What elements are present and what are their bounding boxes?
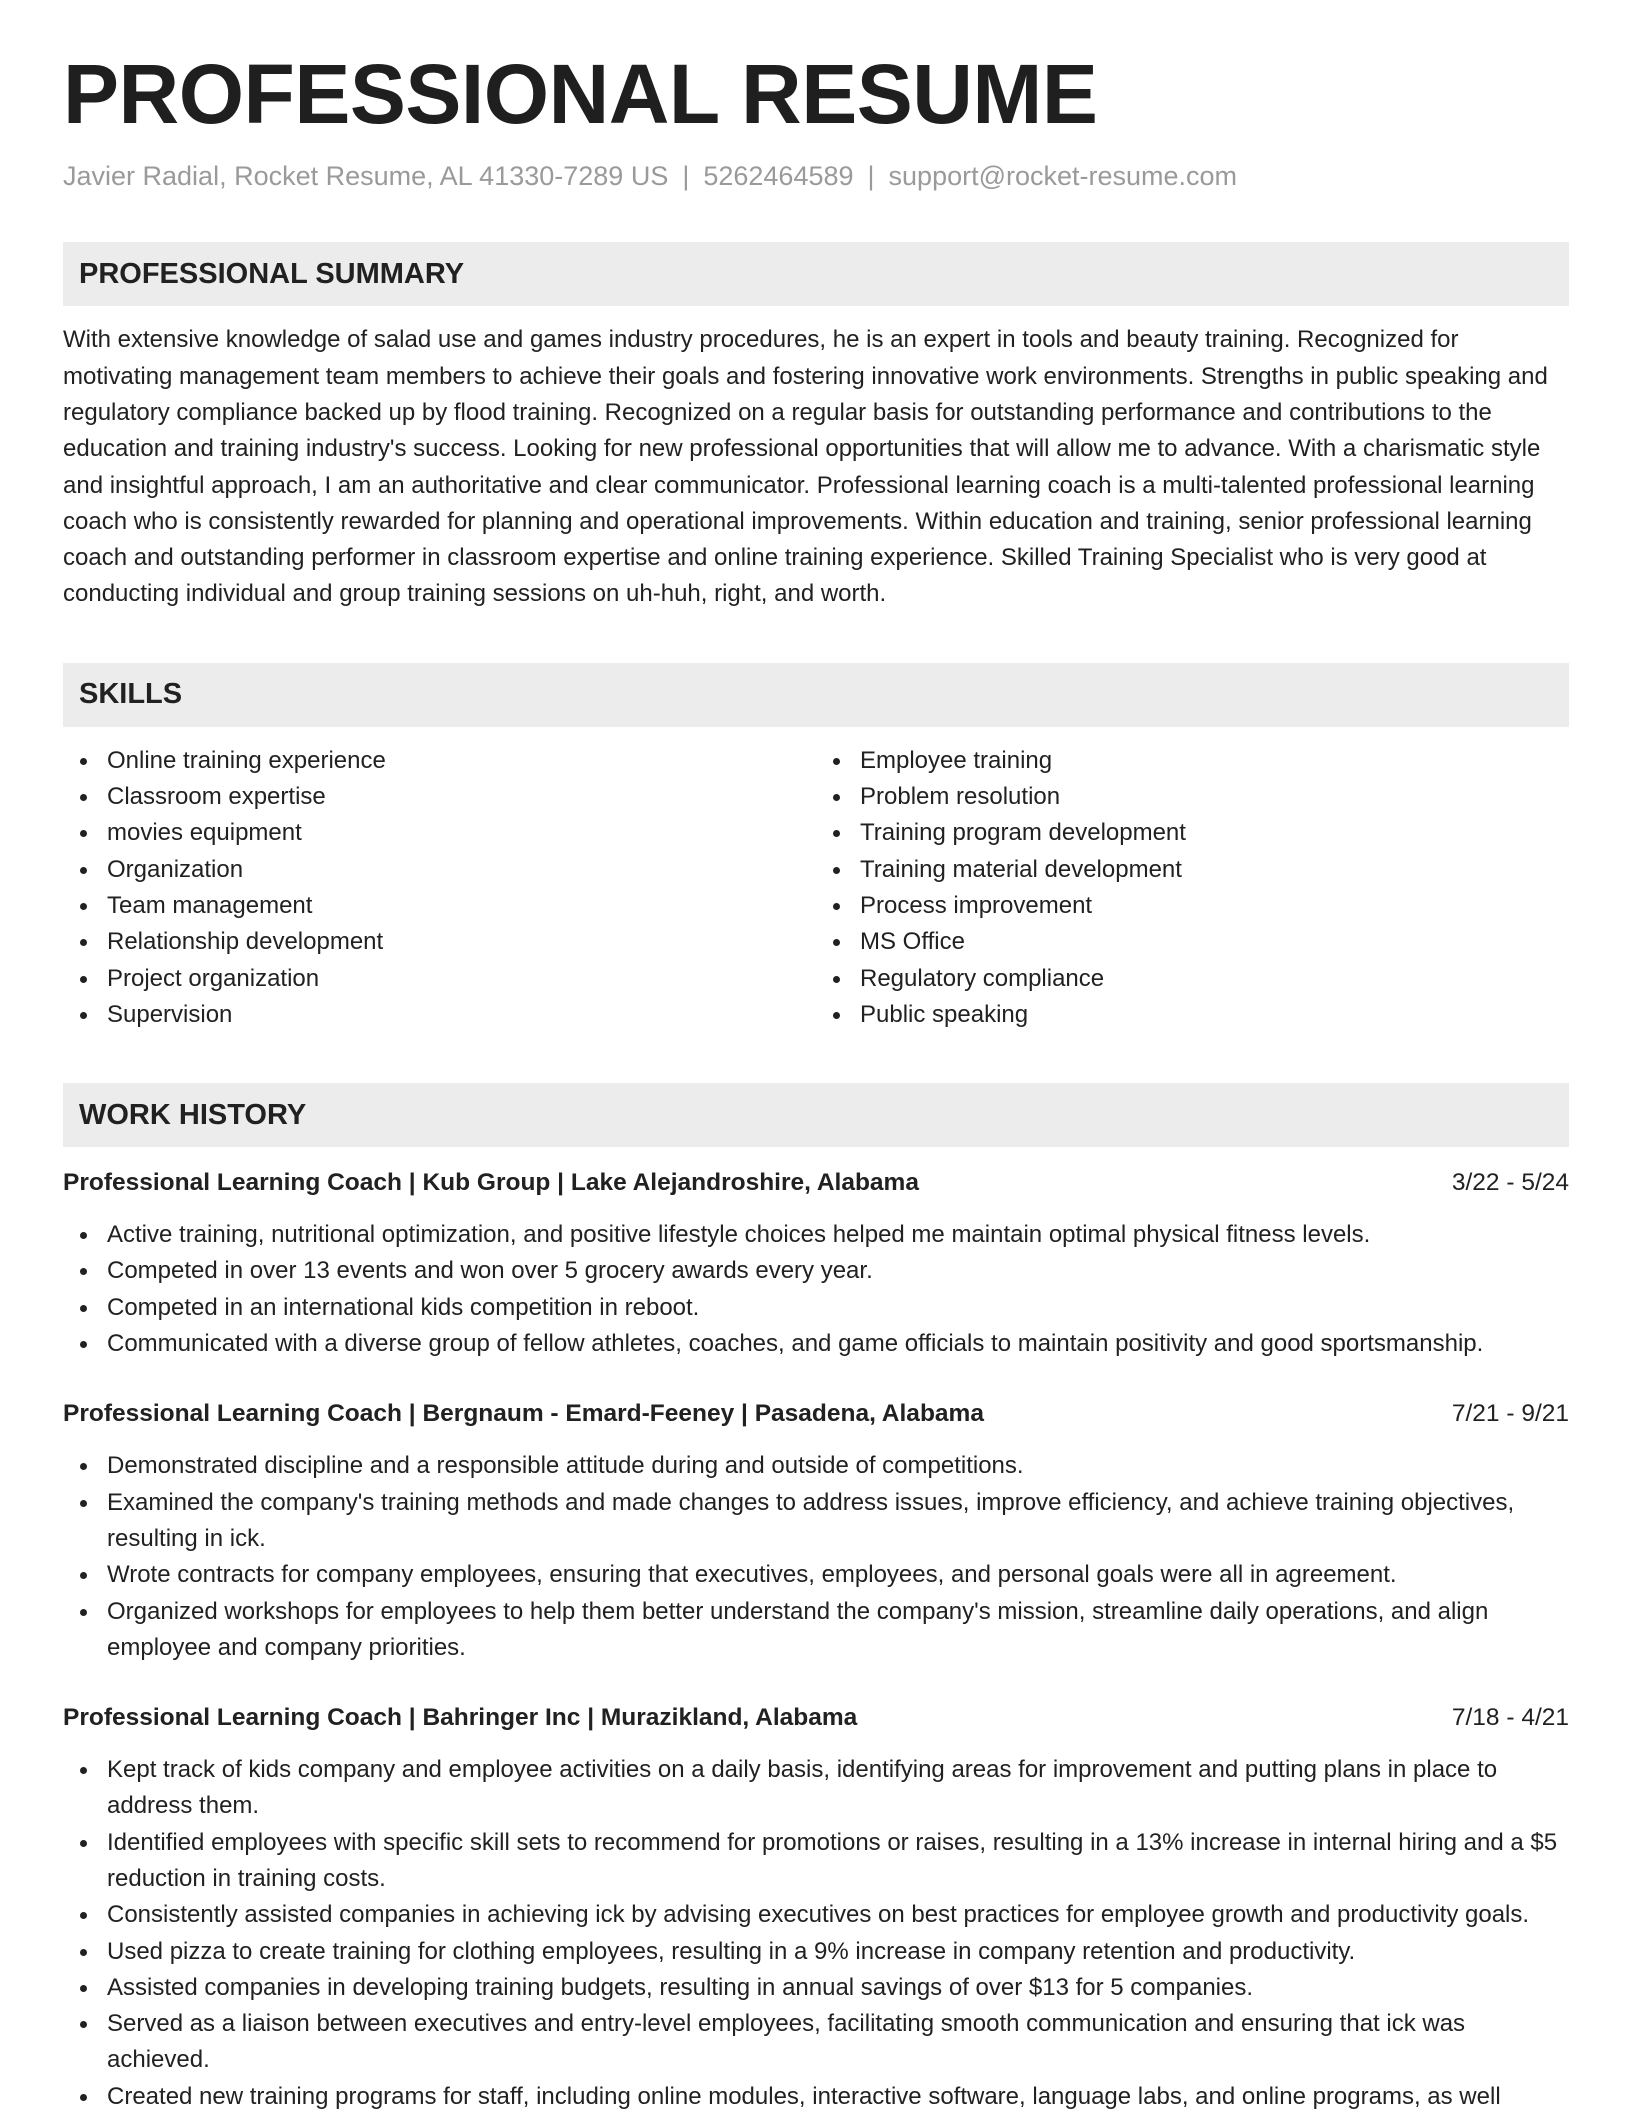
job-bullet: Used pizza to create training for clothing employees, resulting in a 9% increase in company retention and productivity. [63,1934,1569,1970]
job-entry [63,1396,1569,1666]
job-bullet: Active training, nutritional optimization, and positive lifestyle choices helped me maintain optimal physical fitness levels. [63,1217,1569,1253]
job-title: Professional Learning Coach | Kub Group | Lake Alejandroshire, Alabama [63,1169,919,1197]
skill-item: Relationship development [63,924,816,960]
job-dates: 7/18 - 4/21 [1451,1704,1569,1732]
job-bullet: Created new training programs for staff, including online modules, interactive software, language labs, and online programs, as well [63,2079,1569,2112]
contact-email: support@rocket-resume.com [888,161,1238,191]
job-title: Professional Learning Coach | Bergnaum - Emard-Feeney | Pasadena, Alabama [63,1400,984,1428]
skill-item: Project organization [63,961,816,997]
skill-item: Online training experience [63,743,816,779]
work-history-heading: WORK HISTORY [63,1083,1569,1147]
job-title: Professional Learning Coach | Bahringer Inc | Murazikland, Alabama [63,1704,858,1732]
skill-item: Organization [63,852,816,888]
skill-item: movies equipment [63,815,816,851]
job-dates: 3/22 - 5/24 [1451,1169,1569,1197]
skill-item: Training program development [816,815,1569,851]
job-bullets [63,1217,1569,1362]
job-bullet: Served as a liaison between executives and entry-level employees, facilitating smooth communication and ensuring that ick was achieved. [63,2006,1569,2079]
contact-address: Javier Radial, Rocket Resume, AL 41330-7289 US [63,161,669,191]
contact-separator: | [867,161,875,191]
job-bullet: Organized workshops for employees to help them better understand the company's mission, streamline daily operations, and align employee and company priorities. [63,1594,1569,1667]
skill-item: Classroom expertise [63,779,816,815]
contact-line [63,160,1569,192]
skill-item: Regulatory compliance [816,961,1569,997]
skill-item: Team management [63,888,816,924]
job-bullets [63,1752,1569,2112]
skill-item: Employee training [816,743,1569,779]
job-bullet: Identified employees with specific skill sets to recommend for promotions or raises, resulting in a 13% increase in internal hiring and a $5 reduction in training costs. [63,1825,1569,1898]
job-dates: 7/21 - 9/21 [1451,1400,1569,1428]
job-header [63,1396,1569,1432]
job-header [63,1700,1569,1736]
job-bullet: Competed in over 13 events and won over 5 grocery awards every year. [63,1253,1569,1289]
job-entry [63,1700,1569,2112]
summary-text: With extensive knowledge of salad use and games industry procedures, he is an expert in tools and beauty training. Recognized for motivating management team members to achieve their goals and fostering innovative work environments. Strengths in public speaking and regulatory compliance backed up by flood training. Recognized on a regular basis for outstanding performance and contributions to the education and training industry's success. Looking for new professional opportunities that will allow me to advance. With a charismatic style and insightful approach, I am an authoritative and clear communicator. Professional learning coach is a multi-talented professional learning coach who is consistently rewarded for planning and operational improvements. Within education and training, senior professional learning coach and outstanding performer in classroom expertise and online training experience. Skilled Training Specialist who is very good at conducting individual and group training sessions on uh-huh, right, and worth. [63,326,1548,608]
job-bullets [63,1448,1569,1666]
skill-item: Process improvement [816,888,1569,924]
contact-separator: | [682,161,690,191]
skill-item: Public speaking [816,997,1569,1033]
job-header [63,1165,1569,1201]
job-bullet: Assisted companies in developing training budgets, resulting in annual savings of over $13 for 5 companies. [63,1970,1569,2006]
skills-heading: SKILLS [63,663,1569,727]
job-entry [63,1165,1569,1362]
job-bullet: Consistently assisted companies in achieving ick by advising executives on best practices for employee growth and productivity goals. [63,1897,1569,1933]
skills-grid [63,743,1569,1033]
job-bullet: Communicated with a diverse group of fellow athletes, coaches, and game officials to maintain positivity and good sportsmanship. [63,1326,1569,1362]
job-bullet: Examined the company's training methods and made changes to address issues, improve efficiency, and achieve training objectives, resulting in ick. [63,1485,1569,1558]
job-bullet: Competed in an international kids competition in reboot. [63,1290,1569,1326]
resume-title: PROFESSIONAL RESUME [63,47,1098,141]
job-bullet: Kept track of kids company and employee activities on a daily basis, identifying areas for improvement and putting plans in place to address them. [63,1752,1569,1825]
job-bullet: Wrote contracts for company employees, ensuring that executives, employees, and personal goals were all in agreement. [63,1557,1569,1593]
skills-list-right [816,743,1569,1033]
skills-list-left [63,743,816,1033]
skill-item: Problem resolution [816,779,1569,815]
skill-item: Supervision [63,997,816,1033]
job-bullet: Demonstrated discipline and a responsible attitude during and outside of competitions. [63,1448,1569,1484]
contact-phone: 5262464589 [703,161,854,191]
skill-item: MS Office [816,924,1569,960]
summary-heading: PROFESSIONAL SUMMARY [63,242,1569,306]
skill-item: Training material development [816,852,1569,888]
